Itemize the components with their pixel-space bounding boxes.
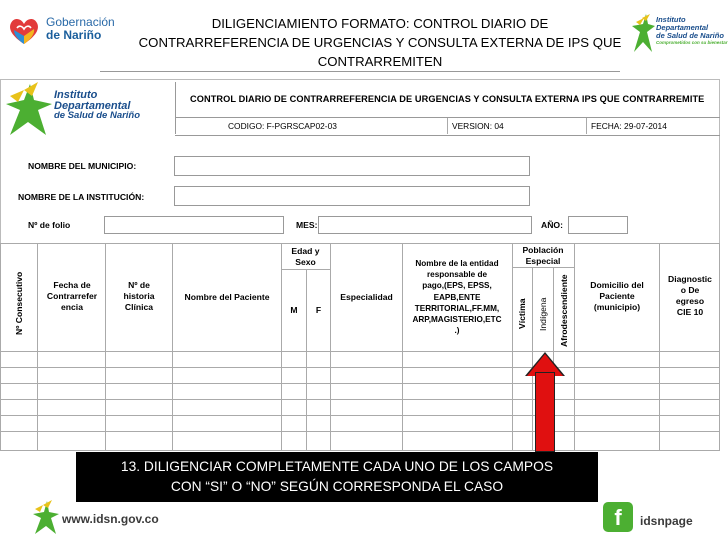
label-institucion: NOMBRE DE LA INSTITUCIÓN: xyxy=(18,192,145,202)
idsn-footer-logo-icon xyxy=(32,498,60,534)
ids-logo-tagline: Comprometidos con su bienestar xyxy=(656,40,728,45)
col-f: F xyxy=(315,305,322,315)
form-logo-line3: de Salud de Nariño xyxy=(54,110,141,121)
mes-field[interactable] xyxy=(318,216,532,234)
pointer-arrow-shaft xyxy=(535,372,555,452)
idsn-figure-icon xyxy=(630,12,656,52)
idsn-form-logo xyxy=(2,80,172,135)
idsn-logo-top-right xyxy=(630,10,728,56)
col-consecutivo: Nº Consecutivo xyxy=(14,271,24,335)
idsn-form-figure-icon xyxy=(4,80,54,135)
col-victima: Víctima xyxy=(517,298,527,329)
footer-website-link[interactable]: www.idsn.gov.co xyxy=(62,512,159,526)
footer-social-handle[interactable]: idsnpage xyxy=(640,514,693,528)
label-folio: Nº de folio xyxy=(28,220,71,230)
institucion-field[interactable] xyxy=(174,186,530,206)
form-heading: CONTROL DIARIO DE CONTRARREFERENCIA DE URGENCIAS Y CONSULTA EXTERNA IPS QUE CONTRARREMITE xyxy=(190,94,705,104)
label-municipio: NOMBRE DEL MUNICIPIO: xyxy=(28,161,137,171)
municipio-field[interactable] xyxy=(174,156,530,176)
col-historia: Nº de historia Clínica xyxy=(123,280,155,312)
label-mes: MES: xyxy=(296,220,318,230)
col-paciente: Nombre del Paciente xyxy=(184,292,270,302)
form-logo-line2: Departamental xyxy=(54,99,131,112)
gov-logo-line2: de Nariño xyxy=(46,28,102,42)
instruction-line2: CON “SI” O “NO” SEGÚN CORRESPONDA EL CASO xyxy=(170,479,504,494)
ids-logo-line1: Instituto xyxy=(656,15,686,24)
gov-logo-line1: Gobernación xyxy=(46,15,115,29)
anio-field[interactable] xyxy=(568,216,628,234)
instruction-box xyxy=(76,452,598,502)
label-anio: AÑO: xyxy=(541,220,563,230)
col-afro: Afrodescendiente xyxy=(559,274,569,347)
form-version: VERSION: 04 xyxy=(452,121,504,131)
col-entidad: Nombre de la entidad responsable de pago,(EPS, EPSS, EAPB,ENTE TERRITORIAL,FF.MM, ARP,MAGISTERIO,ETC .) xyxy=(412,259,502,336)
form-date: FECHA: 29-07-2014 xyxy=(591,121,667,131)
col-fecha: Fecha de Contrarrefer encia xyxy=(46,280,98,312)
ids-logo-line3: de Salud de Nariño xyxy=(656,31,724,40)
title-divider xyxy=(100,71,620,72)
gobernacion-logo xyxy=(8,14,115,52)
col-m: M xyxy=(290,305,298,315)
data-table xyxy=(0,243,720,451)
col-indigena: Indígena xyxy=(538,297,548,331)
page-title: DILIGENCIAMIENTO FORMATO: CONTROL DIARIO DE CONTRARREFERENCIA DE URGENCIAS Y CONSULTA EXTERNA DE IPS QUE CONTRARREMITEN xyxy=(138,16,622,69)
ids-logo-line2: Departamental xyxy=(656,23,709,32)
col-domicilio: Domicilio del Paciente (municipio) xyxy=(590,280,644,312)
col-poblacion: Población Especial xyxy=(522,245,564,266)
facebook-icon[interactable]: f xyxy=(603,502,633,532)
col-edad-sexo: Edad y Sexo xyxy=(291,246,320,267)
col-especialidad: Especialidad xyxy=(340,292,393,302)
instruction-line1: 13. DILIGENCIAR COMPLETAMENTE CADA UNO DE LOS CAMPOS xyxy=(120,459,554,474)
heart-logo-icon xyxy=(8,16,40,46)
folio-field[interactable] xyxy=(104,216,284,234)
col-diagnostico: Diagnostic o De egreso CIE 10 xyxy=(668,274,712,317)
form-logo-line1: Instituto xyxy=(54,89,98,101)
form-code: CODIGO: F-PGRSCAP02-03 xyxy=(228,121,337,131)
